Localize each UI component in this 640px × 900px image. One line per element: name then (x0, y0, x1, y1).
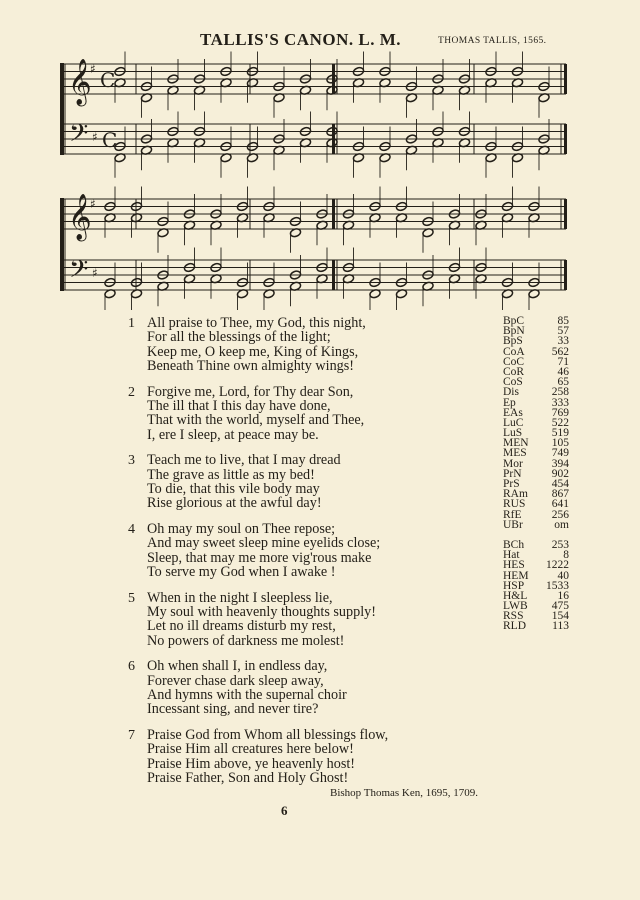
sheet-music (0, 0, 640, 310)
code-number: 85 (557, 315, 569, 327)
code-number: 454 (551, 478, 569, 490)
code-abbrev: HES (503, 559, 525, 572)
code-number: 16 (557, 589, 569, 602)
treble-clef-icon: 𝄞 (68, 59, 92, 105)
hymn-verses (128, 316, 508, 796)
code-number: 749 (551, 447, 569, 460)
code-abbrev: CoR (503, 365, 525, 378)
code-number: 154 (551, 610, 569, 623)
code-number: 65 (557, 376, 569, 389)
verse-line: The ill that I this day have done, (147, 398, 331, 415)
verse-line: Incessant sing, and never tire? (147, 701, 319, 718)
code-abbrev: LuC (503, 416, 524, 429)
reference-code (503, 520, 569, 530)
code-number: 71 (557, 355, 569, 368)
verse-line: Beneath Thine own almighty wings! (147, 358, 355, 375)
verse-number: 1 (128, 316, 135, 331)
code-number: 113 (552, 620, 569, 633)
verse-line: The grave as little as my bed! (147, 466, 315, 483)
verse (128, 453, 508, 511)
verse-line: That with the world, myself and Thee, (147, 412, 365, 429)
code-number: 253 (551, 538, 569, 551)
code-abbrev: CoA (503, 345, 525, 358)
code-abbrev: H&L (503, 589, 528, 602)
code-abbrev: CoC (503, 355, 525, 368)
verse-number: 4 (128, 521, 135, 537)
code-abbrev: Mor (503, 457, 523, 470)
sharp-icon: ♯ (92, 130, 98, 144)
verse-number: 6 (128, 659, 135, 675)
phrase-bar (332, 64, 335, 94)
code-number: 475 (551, 600, 569, 613)
code-number: 769 (551, 406, 569, 419)
verse-number: 7 (128, 727, 135, 743)
sharp-icon: ♯ (90, 197, 96, 211)
code-abbrev: Ep (503, 396, 516, 409)
verse-line: And may sweet sleep mine eyelids close; (147, 535, 381, 552)
code-number: 867 (551, 488, 569, 501)
final-barline (564, 124, 567, 154)
verse-number: 2 (128, 384, 135, 400)
code-abbrev: RSS (503, 610, 524, 623)
verse-line: To die, that this vile body may (147, 481, 320, 498)
code-number: 394 (551, 457, 569, 470)
code-abbrev: HEM (503, 569, 529, 582)
code-abbrev: BpC (503, 315, 525, 327)
composer-credit: THOMAS TALLIS, 1565. (438, 36, 547, 46)
code-abbrev: EAs (503, 406, 523, 419)
time-signature-icon: C (102, 128, 118, 152)
verse (128, 728, 508, 786)
code-abbrev: RfE (503, 508, 522, 521)
code-abbrev: CoS (503, 376, 523, 389)
code-abbrev: Hat (503, 549, 520, 562)
page-number: 6 (281, 803, 288, 818)
verse (128, 522, 508, 580)
code-abbrev: LuS (503, 427, 523, 440)
verse-line: Praise God from Whom all blessings flow, (147, 726, 389, 743)
code-abbrev: PrN (503, 467, 522, 480)
verse-line: Forgive me, Lord, for Thy dear Son, (147, 383, 354, 400)
verse-line: My soul with heavenly thoughts supply! (147, 603, 376, 620)
verse-line: Forever chase dark sleep away, (147, 672, 324, 689)
code-number: 33 (557, 335, 569, 348)
verse-line: Keep me, O keep me, King of Kings, (147, 343, 359, 360)
code-abbrev: BCh (503, 538, 525, 551)
treble-clef-icon: 𝄞 (68, 194, 92, 240)
code-abbrev: RUS (503, 498, 526, 511)
code-number: 902 (551, 467, 569, 480)
phrase-bar (332, 260, 335, 290)
sharp-icon: ♯ (92, 266, 98, 280)
code-number: 40 (557, 569, 569, 582)
verse-line: When in the night I sleepless lie, (147, 589, 333, 606)
time-signature-icon: C (100, 68, 116, 92)
code-number: 1533 (546, 579, 569, 592)
verse-line: Teach me to live, that I may dread (147, 452, 341, 469)
verse (128, 385, 508, 443)
code-abbrev: MES (503, 447, 527, 460)
text-author-credit: Bishop Thomas Ken, 1695, 1709. (330, 787, 478, 799)
verse-line: To serve my God when I awake ! (147, 564, 336, 581)
code-number: 519 (551, 427, 569, 440)
verse-number: 5 (128, 590, 135, 606)
bass-clef-icon: 𝄢 (69, 255, 89, 290)
final-barline (564, 199, 567, 229)
bass-clef-icon: 𝄢 (69, 119, 89, 154)
code-abbrev: PrS (503, 478, 520, 490)
final-barline (564, 260, 567, 290)
code-number: 57 (557, 325, 569, 338)
code-number: om (554, 518, 569, 531)
verse-line: No powers of darkness me molest! (147, 632, 345, 649)
verse-line: Let no ill dreams disturb my rest, (147, 618, 336, 635)
hymnal-reference-codes (503, 316, 569, 632)
code-abbrev: RAm (503, 488, 528, 501)
code-abbrev: BpS (503, 335, 523, 348)
code-number: 333 (551, 396, 569, 409)
code-number: 522 (551, 416, 569, 429)
code-abbrev: Dis (503, 386, 519, 399)
verse-line: Rise glorious at the awful day! (147, 495, 322, 512)
reference-code (503, 387, 569, 397)
verse-line: Praise Him all creatures here below! (147, 741, 354, 758)
code-number: 46 (557, 365, 569, 378)
phrase-bar (332, 199, 335, 229)
verse-line: And hymns with the supernal choir (147, 686, 347, 703)
verse-line: Praise Him above, ye heavenly host! (147, 755, 356, 772)
reference-code (503, 621, 569, 631)
verse-line: Sleep, that may me more vig'rous make (147, 549, 372, 566)
code-number: 105 (551, 437, 569, 450)
code-abbrev: BpN (503, 325, 525, 338)
verse-line: All praise to Thee, my God, this night, (147, 315, 366, 331)
code-abbrev: LWB (503, 600, 528, 613)
verse-line: For all the blessings of the light; (147, 329, 331, 346)
code-abbrev: RLD (503, 620, 526, 633)
code-abbrev: HSP (503, 579, 525, 592)
verse-number: 3 (128, 453, 135, 469)
verse-line: Oh when shall I, in endless day, (147, 658, 328, 675)
final-barline (564, 64, 567, 94)
verse (128, 659, 508, 717)
verse (128, 316, 508, 374)
hymn-title: TALLIS'S CANON. L. M. (200, 30, 401, 49)
system-brace (60, 63, 64, 155)
reference-code (503, 560, 569, 570)
system-brace (60, 198, 64, 291)
code-number: 1222 (546, 559, 569, 572)
verse-line: Praise Father, Son and Holy Ghost! (147, 769, 349, 786)
sharp-icon: ♯ (90, 62, 96, 76)
code-abbrev: UBr (503, 518, 523, 531)
verse-line: I, ere I sleep, at peace may be. (147, 426, 319, 443)
code-number: 258 (551, 386, 569, 399)
code-abbrev: MEN (503, 437, 529, 450)
code-number: 641 (551, 498, 569, 511)
verse (128, 591, 508, 649)
code-number: 256 (551, 508, 569, 521)
code-number: 562 (551, 345, 569, 358)
verse-line: Oh may my soul on Thee repose; (147, 520, 336, 537)
code-number: 8 (563, 549, 569, 562)
